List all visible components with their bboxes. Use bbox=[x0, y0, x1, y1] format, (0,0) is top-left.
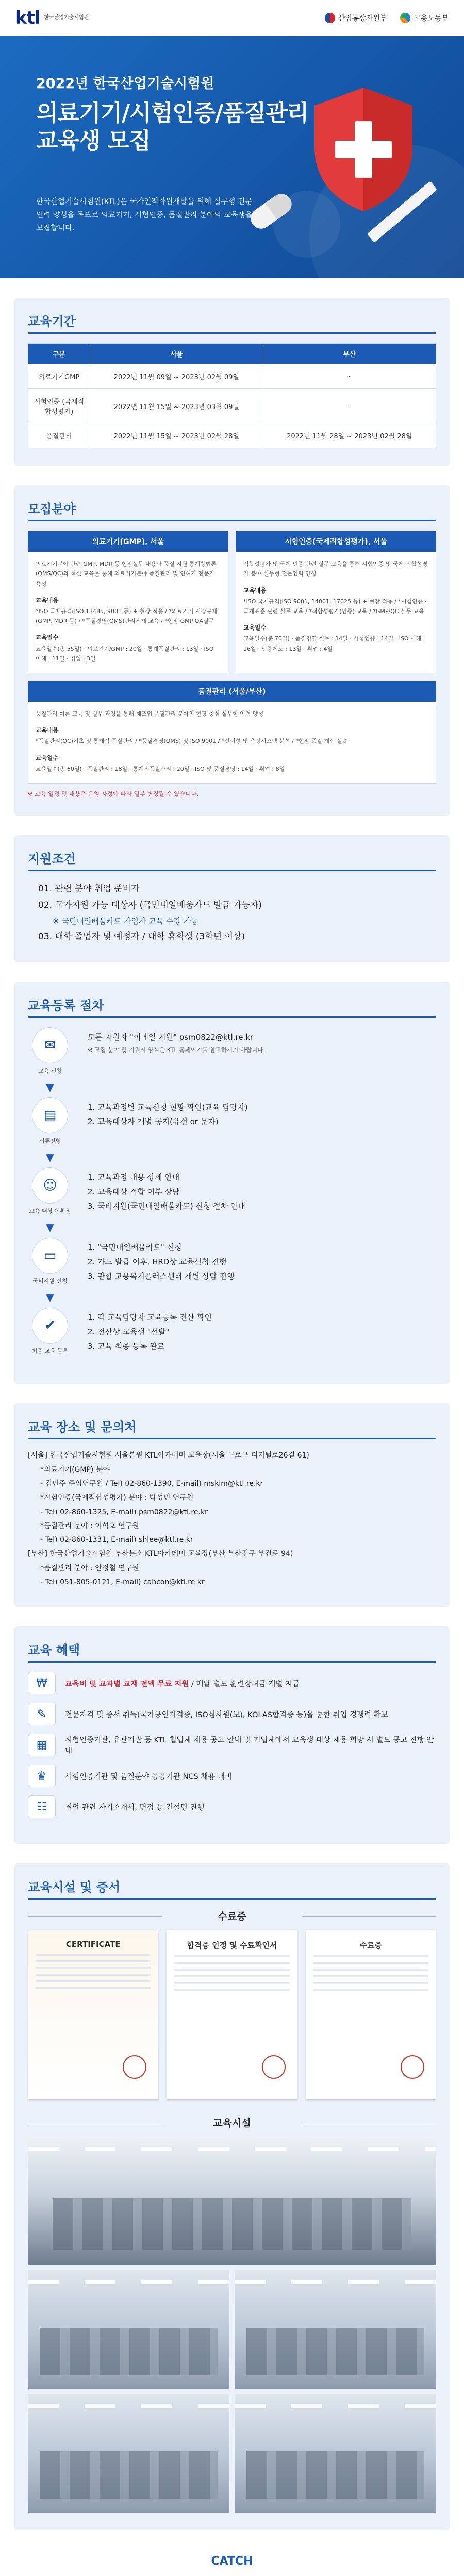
classroom-photo bbox=[28, 2270, 229, 2389]
card-body bbox=[28, 702, 436, 783]
step-funding bbox=[28, 1238, 436, 1285]
building-icon: ▦ bbox=[28, 1734, 56, 1756]
step-icon-wrap bbox=[28, 1097, 72, 1145]
card-text: *품질관리(QC)기초 및 통계적 품질관리 / *품질경영(QMS) 및 ISO 9001 / *신뢰성 및 측정시스템 분석 / *현장 품질 개선 실습 bbox=[36, 738, 348, 745]
partner-1-label: 산업통상자원부 bbox=[338, 14, 387, 23]
table-cell: - bbox=[263, 389, 436, 423]
table-cell: 의료기기GMP bbox=[28, 364, 90, 389]
apply-email-link[interactable]: 모든 지원자 "이메일 지원" psm0822@ktl.re.kr bbox=[88, 1032, 254, 1042]
conditions-section bbox=[14, 835, 450, 962]
field-card-quality bbox=[28, 681, 436, 784]
benefit-item bbox=[28, 1703, 436, 1725]
step-confirm bbox=[28, 1167, 436, 1215]
card-text: *ISO 국제규격(ISO 13485, 9001 등) + 현장 적용 / *의료기기 시장규제(GMP, MDR 등) / *품질경영(QMS)관리체계 교육 / *현장 GMP QA실무 bbox=[36, 607, 218, 625]
period-section-wrap bbox=[0, 278, 464, 466]
certificate-heading: 수료증 bbox=[28, 1909, 436, 1923]
ceiling-lights bbox=[235, 2280, 436, 2284]
hero-subtitle: 2022년 한국산업기술시험원 bbox=[36, 76, 214, 92]
hero-title-line2: 교육생 모집 bbox=[36, 127, 151, 154]
hero-description: 한국산업기술시험원(KTL)은 국가인적자원개발을 위해 실무형 전문인력 양성을 목표로 의료기기, 시험인증, 품질관리 분야의 교육생을 모집합니다. bbox=[36, 198, 253, 233]
section-title: 교육등록 절차 bbox=[28, 998, 104, 1013]
hero-title-line1: 의료기기/시험인증/품질관리 bbox=[36, 100, 309, 126]
footer bbox=[0, 2530, 464, 2576]
certificate-line bbox=[36, 1967, 151, 1969]
card-intro: 품질관리 이론 교육 및 실무 과정을 통해 제조업 품질관리 분야의 현장 중심 실무형 인력 양성 bbox=[36, 710, 264, 717]
table-row bbox=[28, 423, 436, 448]
benefits-section-wrap bbox=[0, 1607, 464, 1844]
step-line: 1. "국민내일배움카드" 신청 bbox=[88, 1243, 182, 1252]
fields-note: ※ 교육 일정 및 내용은 운영 사정에 따라 일부 변경될 수 있습니다. bbox=[28, 790, 199, 798]
contact-section bbox=[14, 1403, 450, 1607]
arrow-down-icon: ▼ bbox=[46, 1221, 54, 1234]
partner-moel bbox=[400, 13, 449, 23]
seal-icon bbox=[123, 2055, 146, 2079]
card-body bbox=[236, 552, 436, 663]
divider bbox=[28, 1661, 436, 1663]
desk-rows bbox=[40, 2328, 217, 2375]
step-label: 교육 대상자 확정 bbox=[29, 1208, 71, 1215]
table-header: 서울 bbox=[90, 344, 263, 364]
certificate-line bbox=[36, 1980, 151, 1982]
field-card-gmp bbox=[28, 531, 228, 673]
certificate-line bbox=[174, 1969, 289, 1971]
section-title: 교육 장소 및 문의처 bbox=[28, 1420, 137, 1435]
money-icon: ₩ bbox=[28, 1672, 56, 1694]
step-icon-wrap bbox=[28, 1308, 72, 1355]
step-small-note: ※ 모집 분야 및 지원서 양식은 KTL 홈페이지를 참고하시기 바랍니다. bbox=[88, 1046, 265, 1054]
facility-photos bbox=[28, 2137, 436, 2513]
field-cards bbox=[28, 531, 436, 673]
divider bbox=[28, 1898, 436, 1900]
certificate-title: 합격증 인정 및 수료확인서 bbox=[187, 1941, 277, 1951]
taegeuk-icon bbox=[325, 13, 335, 23]
certificate-line bbox=[36, 1960, 151, 1962]
document-icon: ▤ bbox=[32, 1097, 68, 1133]
step-text bbox=[88, 1308, 212, 1353]
registration-steps bbox=[28, 1027, 436, 1355]
card-text: 교육일수(총 55일) · 의료기기/GMP : 20일 · 통계품질관리 : 13일 · ISO 이해 : 11일 · 취업 : 3일 bbox=[36, 645, 214, 662]
top-bar bbox=[0, 0, 464, 36]
contact-person[interactable]: - Tel) 051-805-0121, E-mail) cahcon@ktl.re.kr bbox=[40, 1578, 205, 1587]
section-title: 교육 혜택 bbox=[28, 1643, 80, 1658]
table-cell: 2022년 11월 28일 ~ 2023년 02월 28일 bbox=[263, 423, 436, 448]
certificate-line bbox=[174, 1982, 289, 1984]
benefit-item bbox=[28, 1734, 436, 1756]
period-table bbox=[28, 343, 436, 448]
card-title: 품질관리 (서울/부산) bbox=[28, 681, 436, 702]
step-screening bbox=[28, 1097, 436, 1145]
benefit-rest: / 매달 별도 훈련장려금 개별 지급 bbox=[189, 1680, 300, 1688]
contact-person[interactable]: - 김민주 주임연구원 / Tel) 02-860-1390, E-mail) mskim@ktl.re.kr bbox=[40, 1479, 263, 1488]
card-text: 교육일수(총 70일) · 품질경영 실무 : 14일 · 시험인증 : 14일 · ISO 이해 : 16일 · 인증제도 : 13일 · 취업 : 4일 bbox=[243, 635, 425, 652]
step-line: 2. 카드 발급 이후, HRD상 교육신청 진행 bbox=[88, 1257, 227, 1267]
fields-section-wrap bbox=[0, 466, 464, 816]
trophy-icon: ♛ bbox=[28, 1765, 56, 1787]
table-cell: 품질관리 bbox=[28, 423, 90, 448]
desk-rows bbox=[40, 2451, 217, 2499]
facilities-section bbox=[14, 1863, 450, 2530]
facilities-section-wrap bbox=[0, 1844, 464, 2530]
section-title: 모집분야 bbox=[28, 502, 76, 516]
medical-shield-icon bbox=[309, 85, 418, 214]
arrow-down-icon: ▼ bbox=[46, 1151, 54, 1164]
benefit-text bbox=[65, 1678, 300, 1689]
condition-item: 01. 관련 분야 취업 준비자 bbox=[38, 884, 140, 894]
step-line: 2. 전산상 교육생 "선발" bbox=[88, 1327, 170, 1337]
contact-list bbox=[28, 1449, 436, 1589]
certificate-line bbox=[313, 1989, 428, 1991]
contact-person[interactable]: - Tel) 02-860-1331, E-mail) shlee@ktl.re.kr bbox=[40, 1536, 193, 1545]
table-header: 부산 bbox=[263, 344, 436, 364]
card-heading: 교육일수 bbox=[36, 754, 59, 761]
certificate-line bbox=[36, 1974, 151, 1976]
step-final bbox=[28, 1308, 436, 1355]
table-cell: 2022년 11월 15일 ~ 2023년 03월 09일 bbox=[90, 389, 263, 423]
step-label: 최종 교육 등록 bbox=[31, 1348, 69, 1355]
field-card-certification bbox=[236, 531, 436, 673]
card-heading: 교육일수 bbox=[243, 624, 267, 632]
divider bbox=[28, 520, 436, 521]
certificate-image bbox=[167, 1930, 297, 2100]
contact-field: *품질관리 분야 : 안정철 연구원 bbox=[40, 1564, 139, 1572]
divider bbox=[28, 1438, 436, 1439]
card-heading: 교육내용 bbox=[36, 596, 59, 604]
table-cell: 2022년 11월 09일 ~ 2023년 02월 09일 bbox=[90, 364, 263, 389]
checklist-icon: ✔ bbox=[32, 1308, 68, 1344]
step-line: 1. 교육과정 내용 상세 안내 bbox=[88, 1173, 180, 1182]
condition-item: 03. 대학 졸업자 및 예정자 / 대학 휴학생 (3학년 이상) bbox=[38, 931, 245, 942]
arrow-down-icon: ▼ bbox=[46, 1081, 54, 1094]
benefits-section bbox=[14, 1626, 450, 1844]
consulting-icon: ☷ bbox=[28, 1795, 56, 1818]
ceiling-lights bbox=[28, 2404, 229, 2408]
certificate-title: CERTIFICATE bbox=[65, 1940, 121, 1950]
conditions-section-wrap bbox=[0, 816, 464, 962]
certificate-line bbox=[313, 1962, 428, 1964]
divider bbox=[28, 332, 436, 334]
section-title: 교육기간 bbox=[28, 314, 76, 329]
card-title: 시험인증(국제적합성평가), 서울 bbox=[236, 531, 436, 552]
certificate-line bbox=[174, 1989, 289, 1991]
hero-banner bbox=[0, 36, 464, 278]
table-row bbox=[28, 364, 436, 389]
card-body bbox=[28, 552, 228, 673]
table-cell: 시험인증 (국제적합성평가) bbox=[28, 389, 90, 423]
classroom-photo bbox=[235, 2270, 436, 2389]
step-icon-wrap bbox=[28, 1238, 72, 1285]
certificate-line bbox=[313, 1955, 428, 1957]
certificate-line bbox=[313, 1982, 428, 1984]
classroom-photo bbox=[28, 2137, 436, 2265]
fields-section bbox=[14, 485, 450, 816]
period-section bbox=[14, 298, 450, 466]
ceiling-lights bbox=[28, 2147, 436, 2151]
email-icon: ✉ bbox=[32, 1027, 68, 1063]
benefit-text: 전문자격 및 증서 취득(국가공인자격증, ISO심사원(보), KOLAS합격증 등)을 통한 취업 경쟁력 확보 bbox=[65, 1710, 388, 1719]
divider bbox=[28, 870, 436, 871]
partner-motie bbox=[325, 13, 387, 23]
step-text bbox=[88, 1097, 248, 1129]
certificate-line bbox=[313, 1975, 428, 1977]
desk-rows bbox=[246, 2451, 424, 2499]
card-icon: ▭ bbox=[32, 1238, 68, 1274]
step-text bbox=[88, 1167, 245, 1213]
card-text: *ISO 국제규격(ISO 9001, 14001, 17025 등) + 현장 적용 / *시험인증 · 국제표준 관련 실무 교육 / *적합성평가(인증) 교육 / *GMP/QC 실무 교육 bbox=[243, 598, 427, 615]
step-line: 3. 교육 최종 등록 완료 bbox=[88, 1341, 165, 1351]
step-text bbox=[88, 1238, 234, 1283]
table-header: 구분 bbox=[28, 344, 90, 364]
step-line: 1. 각 교육담당자 교육등록 전산 확인 bbox=[88, 1313, 212, 1323]
desk-rows bbox=[53, 2198, 412, 2250]
step-line: 3. 관할 고용복지플러스센터 개별 상담 진행 bbox=[88, 1271, 235, 1281]
contact-person[interactable]: - Tel) 02-860-1325, E-mail) psm0822@ktl.re.kr bbox=[40, 1507, 208, 1516]
arrow-down-icon: ▼ bbox=[46, 1291, 54, 1304]
divider bbox=[28, 1016, 436, 1018]
step-apply bbox=[28, 1027, 436, 1075]
facility-heading: 교육시설 bbox=[28, 2115, 436, 2129]
certificate-image bbox=[28, 1930, 158, 2100]
card-title: 의료기기(GMP), 서울 bbox=[28, 531, 228, 552]
step-label: 국비지원 신청 bbox=[32, 1278, 68, 1285]
step-label: 교육 신청 bbox=[38, 1067, 62, 1075]
people-icon: ☺ bbox=[32, 1167, 68, 1204]
contact-location: [서울] 한국산업기술시험원 서울분원 KTL아카데미 교육장(서울 구로구 디지털로26길 61) bbox=[28, 1451, 309, 1460]
certificate-line bbox=[174, 1975, 289, 1977]
card-heading: 교육내용 bbox=[36, 726, 59, 734]
certificate-image bbox=[306, 1930, 436, 2100]
seal-icon bbox=[262, 2055, 286, 2079]
condition-item: 02. 국가지원 가능 대상자 (국민내일배움카드 발급 가능자) bbox=[38, 900, 262, 911]
step-label: 서류전형 bbox=[39, 1138, 61, 1145]
benefit-item bbox=[28, 1672, 436, 1694]
footer-logo: CATCH bbox=[211, 2554, 253, 2568]
contact-field: *의료기기(GMP) 분야 bbox=[40, 1465, 110, 1474]
section-title: 지원조건 bbox=[28, 852, 76, 866]
conditions-list bbox=[28, 880, 436, 945]
ktl-logo[interactable] bbox=[15, 8, 89, 28]
certificate-line bbox=[36, 1987, 151, 1989]
brand-mark: ktl bbox=[15, 8, 40, 28]
partner-2-label: 고용노동부 bbox=[413, 14, 449, 23]
certificate-title: 수료증 bbox=[359, 1941, 383, 1951]
step-text bbox=[88, 1027, 265, 1056]
contact-field: *시험인증(국제적합성평가) 분야 : 박성민 연구원 bbox=[40, 1494, 194, 1502]
contact-section-wrap bbox=[0, 1384, 464, 1607]
condition-note: ※ 국민내일배움카드 가입자 교육 수강 가능 bbox=[53, 916, 198, 926]
benefit-text: 시험인증기관, 유관기관 등 KTL 협업체 채용 공고 안내 및 기업체에서 교육생 대상 채용 희망 시 별도 공고 진행 안내 bbox=[65, 1736, 434, 1756]
step-icon-wrap bbox=[28, 1027, 72, 1075]
certificate-line bbox=[36, 1954, 151, 1956]
card-intro: 적합성평가 및 국제 인증 관련 실무 교육을 통해 시험인증 및 국제 적합성평가 분야 실무형 전문인력 양성 bbox=[243, 561, 428, 578]
seal-icon bbox=[401, 2055, 424, 2079]
card-intro: 의료기기분야 관련 GMP, MDR 등 현장실무 내용과 품질 지원 통계방법론(QMS/QC)와 혁신 교육을 통해 의료기기분야 품질관리 및 인허가 전문가 육성 bbox=[36, 561, 217, 587]
benefit-item bbox=[28, 1795, 436, 1818]
step-icon-wrap bbox=[28, 1167, 72, 1215]
table-cell: 2022년 11월 15일 ~ 2023년 02월 28일 bbox=[90, 423, 263, 448]
classroom-photo bbox=[235, 2394, 436, 2513]
registration-section-wrap bbox=[0, 962, 464, 1384]
benefit-highlight: 교육비 및 교과별 교재 전액 무료 지원 bbox=[65, 1680, 189, 1688]
step-line: 3. 국비지원(국민내일배움카드) 신청 절차 안내 bbox=[88, 1201, 245, 1211]
certificate-icon: ✎ bbox=[28, 1703, 56, 1725]
classroom-photo bbox=[28, 2394, 229, 2513]
ceiling-lights bbox=[28, 2280, 229, 2284]
contact-field: *품질관리 분야 : 이석호 연구원 bbox=[40, 1521, 139, 1530]
brand-text: 한국산업기술시험원 bbox=[44, 15, 89, 21]
desk-rows bbox=[246, 2328, 424, 2375]
contact-location: [부산] 한국산업기술시험원 부산분소 KTL아카데미 교육장(부산 부산진구 부전로 94) bbox=[28, 1550, 293, 1558]
table-row bbox=[28, 389, 436, 423]
partner-logos bbox=[325, 13, 449, 23]
certificate-images bbox=[28, 1930, 436, 2100]
certificate-line bbox=[313, 1969, 428, 1971]
moel-icon bbox=[400, 13, 410, 23]
certificate-line bbox=[174, 1955, 289, 1957]
certificate-line bbox=[174, 1962, 289, 1964]
ceiling-lights bbox=[235, 2404, 436, 2408]
card-heading: 교육내용 bbox=[243, 586, 267, 594]
registration-section bbox=[14, 982, 450, 1384]
section-title: 교육시설 및 증서 bbox=[28, 1880, 120, 1895]
table-cell: - bbox=[263, 364, 436, 389]
step-line: 2. 교육대상자 개별 공지(유선 or 문자) bbox=[88, 1117, 219, 1127]
benefit-text: 취업 관련 자기소개서, 면접 등 컨설팅 진행 bbox=[65, 1803, 205, 1812]
benefit-item bbox=[28, 1765, 436, 1787]
table-header-row bbox=[28, 344, 436, 364]
card-text: 교육일수(총 60일) · 품질관리 : 18일 · 통계적품질관리 : 20일 · ISO 및 품질경영 : 14일 · 취업 : 8일 bbox=[36, 765, 285, 772]
card-heading: 교육일수 bbox=[36, 634, 59, 641]
benefit-text: 시험인증기관 및 품질분야 공공기관 NCS 채용 대비 bbox=[65, 1772, 232, 1781]
step-line: 1. 교육과정별 교육신청 현황 확인(교육 담당자) bbox=[88, 1103, 248, 1112]
step-line: 2. 교육대상 적합 여부 상담 bbox=[88, 1187, 180, 1197]
